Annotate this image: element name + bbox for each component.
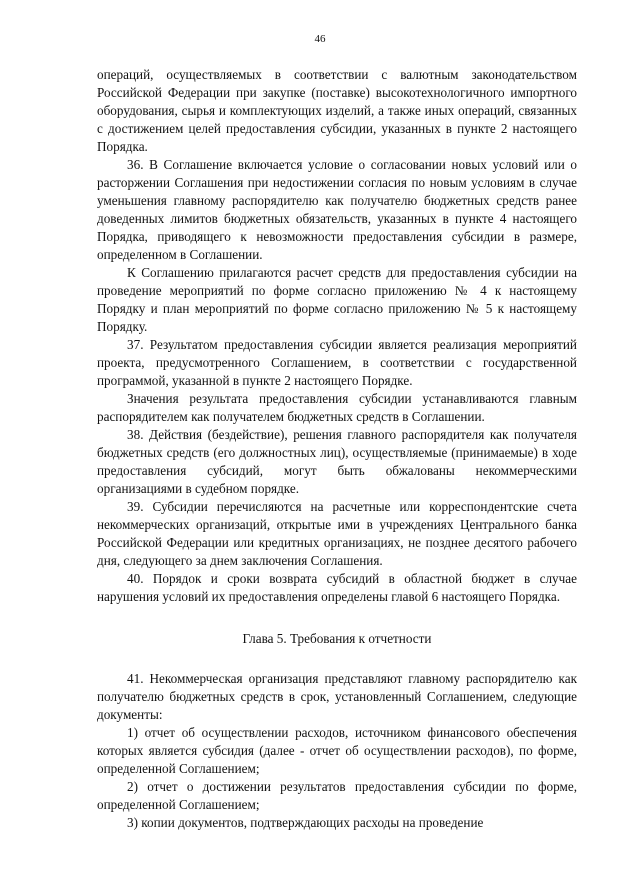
list-item-1: 1) отчет об осуществлении расходов, источником финансового обеспечения которых является субсидия (далее - отчет об осуществлении расходов), по форме, определенной Соглашением; xyxy=(97,725,577,776)
document-body xyxy=(97,66,577,832)
paragraph-40: 40. Порядок и сроки возврата субсидий в областной бюджет в случае нарушения условий их предоставления определены главой 6 настоящего Порядка. xyxy=(97,571,577,604)
list-item-2: 2) отчет о достижении результатов предоставления субсидии по форме, определенной Соглашением; xyxy=(97,779,577,812)
chapter-heading: Глава 5. Требования к отчетности xyxy=(242,631,432,646)
page-number: 46 xyxy=(314,33,326,45)
paragraph-37: 37. Результатом предоставления субсидии является реализация мероприятий проекта, предусмотренного Соглашением, в соответствии с государственной программой, указанной в пункте 2 настоящего Порядке. xyxy=(97,337,577,388)
paragraph-41: 41. Некоммерческая организация представляют главному распорядителю как получателю бюджетных средств в срок, установленный Соглашением, следующие документы: xyxy=(97,671,577,722)
paragraph-36: 36. В Соглашение включается условие о согласовании новых условий или о расторжении Соглашения при недостижении согласия по новым условиям в случае уменьшения главному распорядителю как получателю бюджетных средств ранее доведенных лимитов бюджетных обязательств, указанных в пункте 4 настоящего Порядка, приводящего к невозможности предоставления субсидии в размере, определенном в Соглашении. xyxy=(97,157,577,262)
paragraph-39: 39. Субсидии перечисляются на расчетные или корреспондентские счета некоммерческих организаций, открытые ими в учреждениях Центрального банка Российской Федерации или кредитных организациях, не позднее десятого рабочего дня, следующего за днем заключения Соглашения. xyxy=(97,499,577,568)
paragraph-continuation: операций, осуществляемых в соответствии с валютным законодательством Российской Федерации при закупке (поставке) высокотехнологичного импортного оборудования, сырья и комплектующих изделий, а также иных операций, связанных с достижением целей предоставления субсидии, указанных в пункте 2 настоящего Порядка. xyxy=(97,67,577,154)
paragraph-38: 38. Действия (бездействие), решения главного распорядителя как получателя бюджетных средств (его должностных лиц), осуществляемые (принимаемые) в ходе предоставления субсидий, могут быть обжалованы некоммерческими организациями в судебном порядке. xyxy=(97,427,577,496)
list-item-3: 3) копии документов, подтверждающих расходы на проведение xyxy=(127,815,484,830)
paragraph-attachments: К Соглашению прилагаются расчет средств для предоставления субсидии на проведение мероприятий по форме согласно приложению № 4 к настоящему Порядку и план мероприятий по форме согласно приложению № 5 к настоящему Порядку. xyxy=(97,265,577,334)
paragraph-result-values: Значения результата предоставления субсидии устанавливаются главным распорядителем как получателем бюджетных средств в Соглашении. xyxy=(97,391,577,424)
